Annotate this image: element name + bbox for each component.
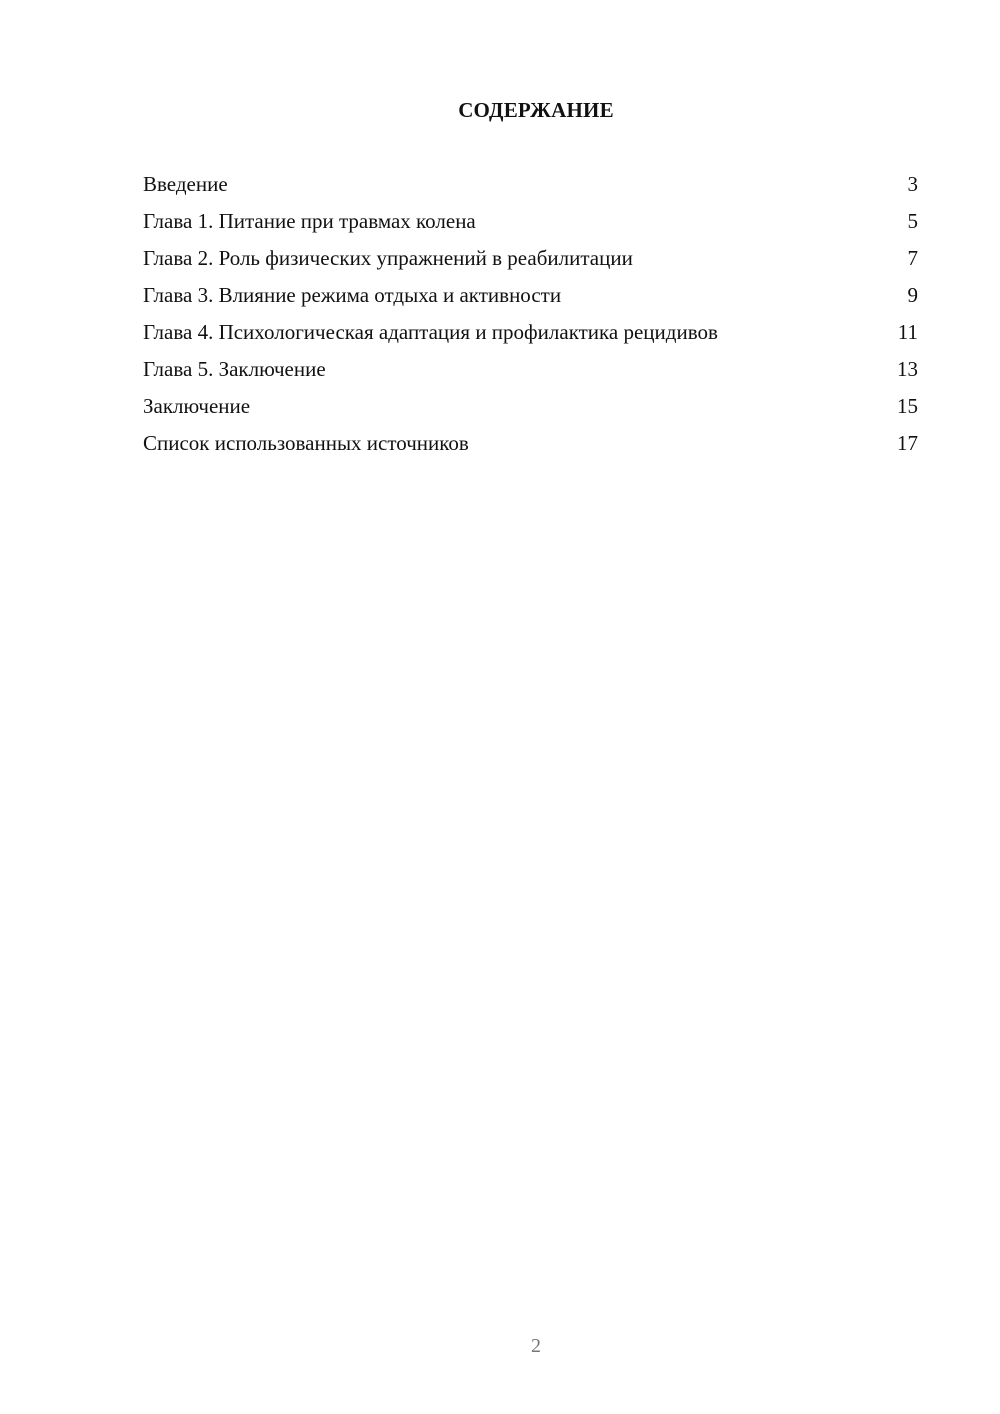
toc-entry	[143, 170, 918, 198]
toc-entry-page: 9	[907, 283, 918, 307]
toc-entry	[143, 392, 918, 420]
toc-entry-title: Глава 5. Заключение	[143, 357, 326, 381]
page-title: СОДЕРЖАНИЕ	[458, 98, 614, 122]
toc-entry-title: Глава 4. Психологическая адаптация и профилактика рецидивов	[143, 320, 718, 344]
toc-entry-title: Глава 2. Роль физических упражнений в реабилитации	[143, 246, 633, 270]
toc-entry-page: 17	[897, 431, 918, 455]
toc-entry-title: Список использованных источников	[143, 431, 469, 455]
toc-entry-page: 11	[897, 320, 918, 344]
page-number: 2	[531, 1335, 541, 1357]
toc-entry-title: Глава 3. Влияние режима отдыха и активности	[143, 283, 562, 307]
table-of-contents	[143, 170, 918, 466]
toc-entry-page: 15	[897, 394, 918, 418]
toc-entry-title: Заключение	[143, 394, 251, 418]
toc-entry-page: 5	[907, 209, 918, 233]
toc-entry-page: 13	[897, 357, 918, 381]
toc-entry	[143, 281, 918, 309]
toc-entry-title: Введение	[143, 172, 228, 196]
toc-entry-title: Глава 1. Питание при травмах колена	[143, 209, 476, 233]
toc-entry-page: 3	[907, 172, 918, 196]
toc-entry	[143, 429, 918, 457]
toc-entry	[143, 355, 918, 383]
toc-entry	[143, 244, 918, 272]
toc-entry-page: 7	[907, 246, 918, 270]
toc-entry	[143, 207, 918, 235]
toc-entry	[143, 318, 918, 346]
